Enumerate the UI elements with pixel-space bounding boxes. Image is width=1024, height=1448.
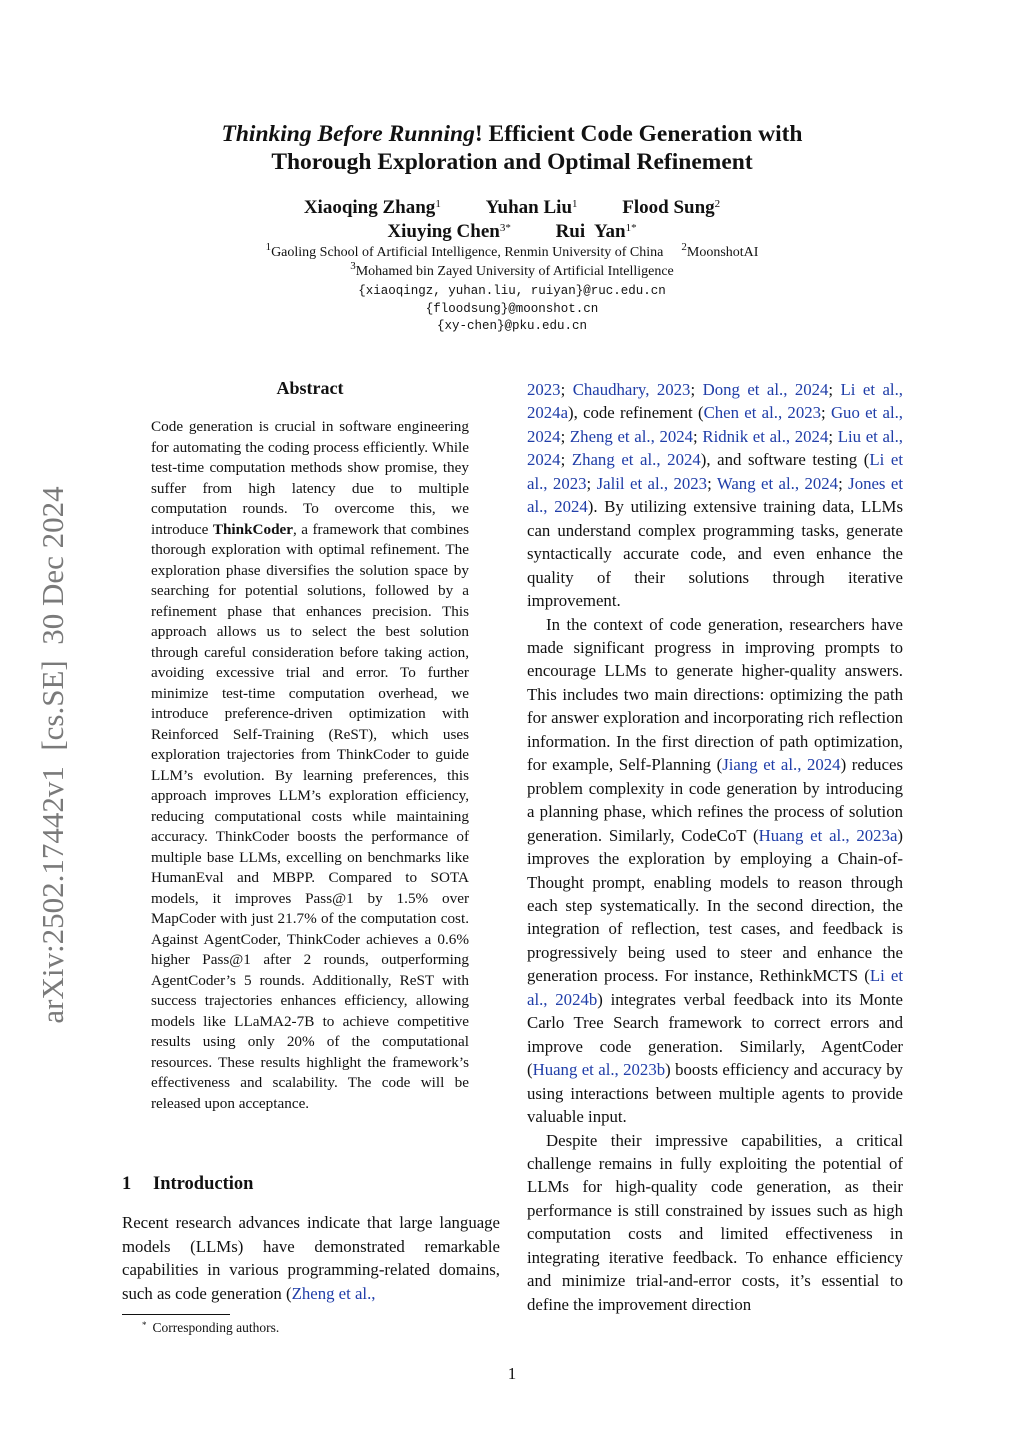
section-title: Introduction <box>153 1174 254 1194</box>
author <box>486 196 578 220</box>
author-affil-mark: 1 <box>435 198 441 210</box>
citation-link[interactable]: Chaudhary, 2023 <box>572 380 691 399</box>
author-name: Xiaoqing Zhang <box>303 197 436 218</box>
affiliations <box>150 243 874 281</box>
author-affil-mark: 3* <box>499 222 511 234</box>
author-list <box>150 196 874 244</box>
author-emails <box>150 283 874 336</box>
body-text: ) integrates verbal feedback into its Monte Carlo Tree Search framework to correct errors and improve code generation. Similarly, AgentCoder ( <box>527 989 904 1080</box>
paper-title <box>150 120 874 176</box>
body-text: ; <box>560 426 570 446</box>
body-text: ; <box>821 403 831 423</box>
citation-link[interactable]: 2023 <box>527 380 561 399</box>
page-number: 1 <box>507 1364 517 1383</box>
citation-link[interactable]: Guo et al., 2024 <box>527 403 903 446</box>
introduction-paragraph <box>122 1211 500 1305</box>
citation-link[interactable]: Zheng et al., <box>291 1283 376 1303</box>
body-text: ; <box>560 450 572 470</box>
footnote-rule <box>122 1314 230 1315</box>
body-text: ). By utilizing extensive training data, LLMs can understand complex programming tasks, generate syntactically accurate code, and even enhance the quality of their solutions through iterative improvement. <box>527 497 903 611</box>
affiliation: Mohamed bin Zayed University of Artificial Intelligence <box>355 264 674 279</box>
abstract-body <box>151 417 469 1114</box>
intro-text: Recent research advances indicate that large language models (LLMs) have demonstrated remarkable capabilities in various programming-related domains, such as code generation ( <box>122 1213 500 1303</box>
author-name: Flood Sung <box>622 197 715 218</box>
citation-link[interactable]: Li et al., 2023 <box>527 450 903 493</box>
body-text: In the context of code generation, researchers have made significant progress in improving prompts to encourage LLMs to generate higher-quality answers. This includes two main directions: optimizing the path for answer exploration and incorporating rich reflection information. In the first direction of path optimization, for example, Self-Planning ( <box>527 614 903 775</box>
email: {floodsung}@moonshot.cn <box>425 301 599 316</box>
abstract-heading: Abstract <box>276 378 344 398</box>
citation-link[interactable]: Jones et al., 2024 <box>527 473 904 517</box>
body-text: ; <box>838 473 849 493</box>
arxiv-stamp-text: arXiv:2502.17442v1 [cs.SE] 30 Dec 2024 <box>35 486 70 1024</box>
citation-link[interactable]: Jalil et al., 2023 <box>596 473 708 493</box>
right-paragraph-2 <box>527 613 903 1129</box>
citation-link[interactable]: Huang et al., 2023a <box>758 825 898 845</box>
affil-mark: 3 <box>350 260 356 272</box>
body-text: ; <box>828 380 841 399</box>
body-text: ), code refinement ( <box>568 403 704 423</box>
author-affil-mark: 2 <box>714 198 721 210</box>
author <box>387 220 510 244</box>
body-text: ) reduces problem complexity in code generation by introducing a planning phase, which refines the process of solution generation. Similarly, CodeCoT ( <box>527 755 903 845</box>
affiliation: MoonshotAI <box>686 245 759 260</box>
email: {xy-chen}@pku.edu.cn <box>436 319 588 333</box>
footnote-mark: * <box>142 1320 147 1330</box>
right-column <box>527 378 903 1316</box>
author-name: Xiuying Chen <box>387 221 500 242</box>
body-text: ; <box>586 473 597 493</box>
email: {xiaoqingz, yuhan.liu, ruiyan}@ruc.edu.cn <box>358 284 666 298</box>
footnote <box>142 1316 502 1337</box>
affiliation: Gaoling School of Artificial Intelligence, Renmin University of China <box>271 245 664 260</box>
citation-link[interactable]: Liu et al., 2024 <box>527 426 904 470</box>
body-text: Despite their impressive capabilities, a critical challenge remains in fully exploiting the potential of LLMs for high-quality code generation, as their performance is still constrained by issues such as high computation costs and limited effectiveness in integrating iterative feedback. To enhance efficiency and minimize trial-and-error costs, it’s essential to define the improvement direction <box>527 1130 903 1314</box>
title-line-1-rest: ! Efficient Code Generation with <box>474 121 803 147</box>
citation-link[interactable]: Huang et al., 2023b <box>532 1060 666 1080</box>
author-affil-mark: 1* <box>625 222 637 234</box>
citation-link[interactable]: Jiang et al., 2024 <box>722 755 841 775</box>
author-row-1 <box>150 196 874 220</box>
body-text: ), and software testing ( <box>700 450 870 470</box>
affil-mark: 1 <box>265 241 272 253</box>
body-text: ) improves the exploration by employing a Chain-of-Thought prompt, enabling models to reason through each step systematically. In the second direction, the integration of reflection, test cases, and feedback is progressively being used to steer and enhance the generation process. For instance, RethinkMCTS ( <box>527 825 904 986</box>
citation-link[interactable]: Zheng et al., 2024 <box>569 426 694 446</box>
author <box>556 220 637 244</box>
right-paragraph-3 <box>527 1129 903 1317</box>
citation-link[interactable]: Li et al., 2024a <box>527 380 903 423</box>
citation-link[interactable]: Wang et al., 2024 <box>716 473 839 493</box>
citation-link[interactable]: Zhang et al., 2024 <box>571 450 701 470</box>
body-text: ; <box>707 473 717 493</box>
citation-link[interactable]: Dong et al., 2024 <box>702 380 829 399</box>
author <box>304 196 441 220</box>
body-text: ; <box>690 380 703 399</box>
body-text: ; <box>560 380 573 399</box>
author-name: Rui Yan <box>555 221 626 242</box>
author-row-2 <box>150 220 874 244</box>
body-text: ; <box>828 426 838 446</box>
arxiv-stamp-svg <box>5 450 85 1060</box>
citation-link[interactable]: Chen et al., 2023 <box>703 403 821 423</box>
body-text: ; <box>693 426 703 446</box>
right-paragraph-1 <box>527 378 903 613</box>
abstract-text: , a framework that combines thorough exploration with optimal refinement. The exploration phase diversifies the solution space by searching for potential solutions, followed by a refinement phase that enhances precision. This approach allows us to select the best solution through careful consideration before taking action, avoiding excessive trial and error. To further minimize test-time computation overhead, we introduce preference-driven optimization with Reinforced Self-Training (ReST), which uses exploration trajectories from ThinkCoder to guide LLM’s evolution. By learning preferences, this approach improves LLM’s exploration efficiency, reducing computational costs while maintaining accuracy. ThinkCoder boosts the performance of multiple base LLMs, excelling on benchmarks like HumanEval and MBPP. Compared to SOTA models, it improves Pass@1 by 1.5% over MapCoder with just 21.7% of the computation cost. Against AgentCoder, ThinkCoder achieves a 0.6% higher Pass@1 after 2 rounds, outperforming AgentCoder’s 5 rounds. Additionally, ReST with success trajectories enhances efficiency, allowing models like LLaMA2-7B to achieve competitive results using only 20% of the computational resources. These results highlight the framework’s effectiveness and scalability. The code will be released upon acceptance. <box>151 520 469 1112</box>
abstract-text: Code generation is crucial in software engineering for automating the coding process efficiently. While test-time computation methods show promise, they suffer from high latency due to multiple computation rounds. To overcome this, we introduce <box>151 418 469 538</box>
title-italic: Thinking Before Running <box>221 121 475 147</box>
body-text: ) boosts efficiency and accuracy by using interactions between multiple agents to provide valuable input. <box>527 1060 903 1127</box>
section-number: 1 <box>122 1174 132 1194</box>
arxiv-stamp <box>5 450 85 1060</box>
citation-link[interactable]: Ridnik et al., 2024 <box>702 426 829 446</box>
abstract-bold-name: ThinkCoder <box>212 520 294 538</box>
title-line-2: Thorough Exploration and Optimal Refinement <box>271 149 753 175</box>
affiliation-row-2 <box>150 262 874 281</box>
affil-mark: 2 <box>681 241 687 253</box>
citation-link[interactable]: Li et al., 2024b <box>527 966 903 1009</box>
footnote-text: Corresponding authors. <box>152 1320 280 1335</box>
author-name: Yuhan Liu <box>485 197 573 218</box>
title-line-1 <box>150 120 874 148</box>
section-heading-introduction <box>122 1174 502 1195</box>
affiliation-row-1 <box>150 243 874 262</box>
author <box>622 196 720 220</box>
author-affil-mark: 1 <box>572 198 578 210</box>
